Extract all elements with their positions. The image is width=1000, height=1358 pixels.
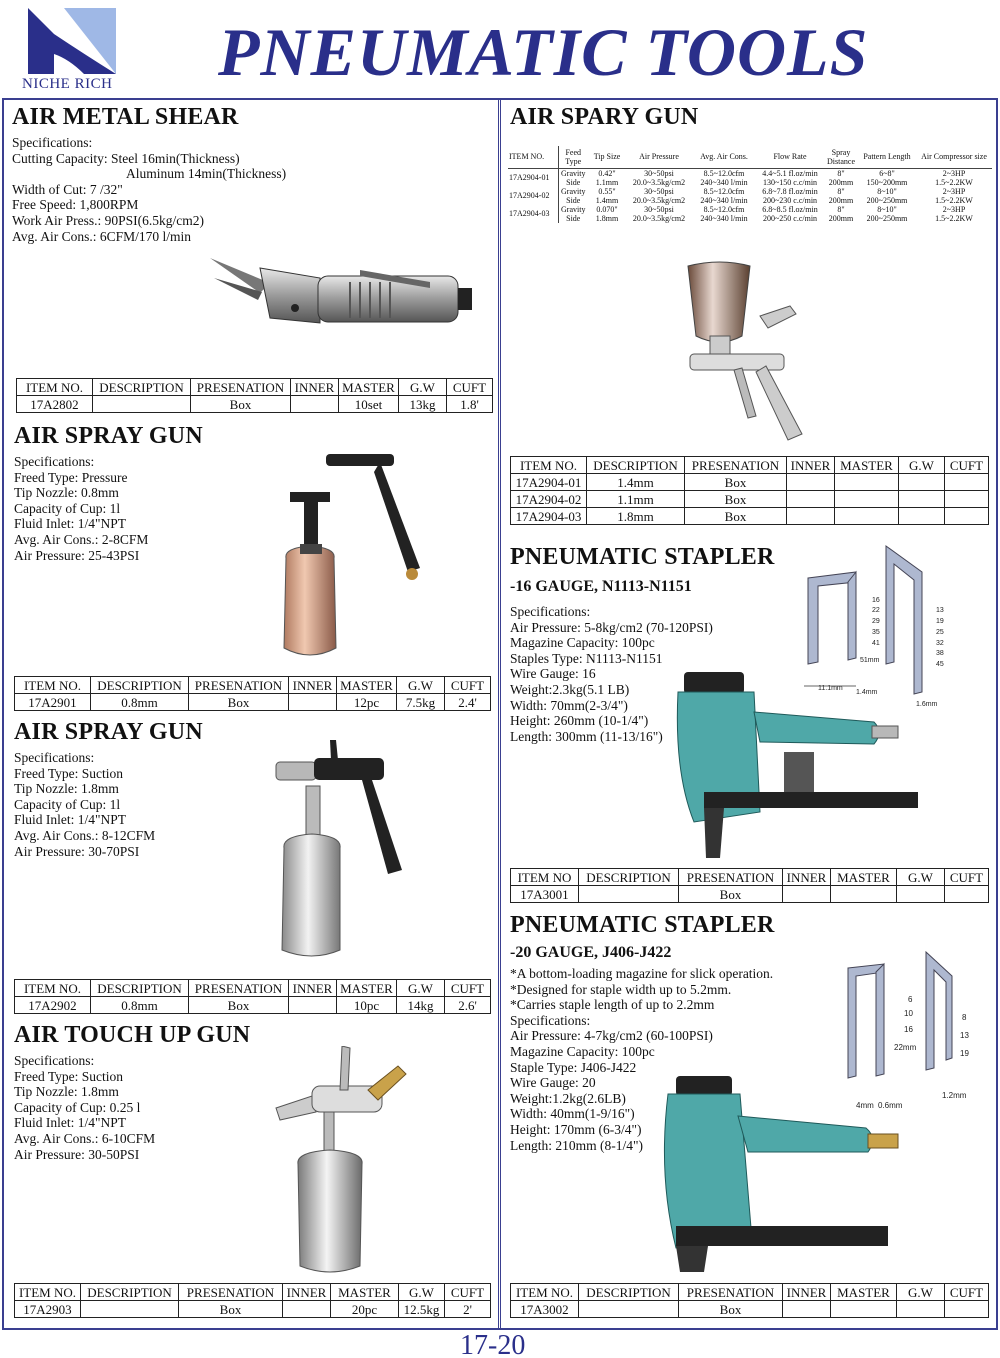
cell-item-no: 17A3002 bbox=[511, 1301, 579, 1318]
spray-gun-1-title: AIR SPRAY GUN bbox=[14, 423, 203, 449]
table-row bbox=[17, 396, 493, 413]
th-gw: G.W bbox=[399, 1284, 445, 1301]
diagram-label: 19 bbox=[936, 618, 944, 625]
spec-line: Length: 300mm (11-13/16") bbox=[510, 728, 663, 744]
spec-cell: Gravity bbox=[561, 168, 586, 178]
stapler-20-item-table bbox=[510, 1283, 989, 1318]
cell-gw: 12.5kg bbox=[399, 1301, 445, 1318]
stapler-20-image bbox=[656, 1076, 916, 1276]
spec-line: Magazine Capacity: 100pc bbox=[510, 635, 655, 651]
spec-cell: 240~340 l/min bbox=[700, 177, 748, 187]
metal-shear-image bbox=[200, 238, 480, 358]
shear-item-table bbox=[16, 378, 493, 413]
spec-line: Specifications: bbox=[14, 750, 95, 765]
spec-row bbox=[508, 187, 992, 196]
th-cuft: CUFT bbox=[445, 980, 491, 997]
spec-line: Avg. Air Cons.: 2-8CFM bbox=[14, 531, 149, 547]
table-row bbox=[511, 1301, 989, 1318]
spec-cell: 200~250mm bbox=[866, 195, 908, 205]
spec-line: Specifications: bbox=[510, 604, 591, 619]
stapler-16-image bbox=[664, 672, 924, 864]
th-item-no: ITEM NO. bbox=[15, 677, 91, 694]
spec-th: Air Compressor size bbox=[916, 146, 992, 168]
th-gw: G.W bbox=[897, 869, 945, 886]
spec-cell: 1.5~2.2KW bbox=[935, 177, 973, 187]
cell-presentation: Box bbox=[685, 474, 787, 491]
diagram-label: 38 bbox=[936, 650, 944, 657]
spec-line: Height: 260mm (10-1/4") bbox=[510, 713, 649, 729]
cell-presentation: Box bbox=[189, 694, 289, 711]
spec-line: Avg. Air Cons.: 6-10CFM bbox=[14, 1130, 156, 1146]
spec-cell: 200~250mm bbox=[866, 213, 908, 223]
cell-master bbox=[835, 508, 899, 525]
th-item-no: ITEM NO bbox=[511, 869, 579, 886]
spec-cell: 8" bbox=[837, 186, 845, 196]
th-master: MASTER bbox=[331, 1284, 399, 1301]
spec-line: Staple Type: J406-J422 bbox=[510, 1059, 637, 1075]
touch-up-gun-image bbox=[272, 1046, 422, 1278]
th-cuft: CUFT bbox=[945, 457, 989, 474]
spec-line: Free Speed: 1,800RPM bbox=[12, 197, 139, 213]
stapler-20-subtitle: -20 GAUGE, J406-J422 bbox=[510, 944, 672, 961]
spec-row bbox=[508, 196, 992, 205]
spec-line: Air Pressure: 25-43PSI bbox=[14, 547, 140, 563]
diagram-label: 1.4mm bbox=[856, 689, 878, 696]
spec-cell: 200mm bbox=[828, 177, 854, 187]
spec-line: Air Pressure: 4-7kg/cm2 (60-100PSI) bbox=[510, 1028, 713, 1044]
cell-inner bbox=[291, 396, 339, 413]
diagram-label: 13 bbox=[960, 1031, 969, 1040]
cell-item-no: 17A3001 bbox=[511, 886, 579, 903]
th-description: DESCRIPTION bbox=[91, 677, 189, 694]
diagram-label: 25 bbox=[936, 629, 944, 636]
diagram-label: 32 bbox=[936, 640, 944, 647]
th-gw: G.W bbox=[397, 677, 445, 694]
th-cuft: CUFT bbox=[445, 677, 491, 694]
spec-cell: 8" bbox=[837, 168, 845, 178]
cell-inner bbox=[289, 694, 337, 711]
spec-cell: 2~3HP bbox=[942, 168, 966, 178]
diagram-label: 1.2mm bbox=[942, 1091, 967, 1100]
th-item-no: ITEM NO. bbox=[15, 980, 91, 997]
spec-line: Cutting Capacity: Steel 16min(Thickness) bbox=[12, 150, 240, 166]
spec-cell: 150~200mm bbox=[866, 177, 908, 187]
table-row bbox=[511, 508, 989, 525]
spec-th: Spray Distance bbox=[824, 146, 858, 168]
spec-cell: 30~50psi bbox=[644, 168, 674, 178]
spary-gun-title: AIR SPARY GUN bbox=[510, 104, 699, 130]
cell-master: 10pc bbox=[337, 997, 397, 1014]
spray-gun-1-item-table bbox=[14, 676, 491, 711]
spec-cell: 2~3HP bbox=[942, 204, 966, 214]
diagram-label: 16 bbox=[904, 1025, 913, 1034]
spec-line: Weight:1.2kg(2.6LB) bbox=[510, 1090, 626, 1106]
th-master: MASTER bbox=[339, 379, 399, 396]
th-gw: G.W bbox=[899, 457, 945, 474]
spec-line: Specifications: bbox=[14, 1053, 95, 1068]
cell-item-no: 17A2901 bbox=[15, 694, 91, 711]
spec-line: *Carries staple length of up to 2.2mm bbox=[510, 997, 715, 1013]
spec-cell: 20.0~3.5kg/cm2 bbox=[632, 195, 686, 205]
cell-cuft: 2.6' bbox=[445, 997, 491, 1014]
shear-title: AIR METAL SHEAR bbox=[12, 104, 239, 130]
cell-gw bbox=[899, 474, 945, 491]
cell-gw: 14kg bbox=[397, 997, 445, 1014]
cell-description: 1.8mm bbox=[587, 508, 685, 525]
spec-row bbox=[508, 214, 992, 223]
spec-line: Avg. Air Cons.: 6CFM/170 l/min bbox=[12, 228, 192, 244]
cell-description: 1.4mm bbox=[587, 474, 685, 491]
th-cuft: CUFT bbox=[447, 379, 493, 396]
th-item-no: ITEM NO. bbox=[511, 457, 587, 474]
spec-th: Flow Rate bbox=[756, 146, 824, 168]
table-row bbox=[511, 474, 989, 491]
cell-cuft bbox=[945, 1301, 989, 1318]
th-presentation: PRESENATION bbox=[679, 1284, 783, 1301]
cell-item-no: 17A2902 bbox=[15, 997, 91, 1014]
spec-cell: 6.8~8.5 fl.oz/min bbox=[762, 204, 818, 214]
th-master: MASTER bbox=[337, 677, 397, 694]
page-number: 17-20 bbox=[460, 1330, 526, 1358]
spec-cell: 0.42" bbox=[598, 168, 616, 178]
diagram-label: 11.1mm bbox=[818, 685, 843, 692]
spec-cell: 30~50psi bbox=[644, 186, 674, 196]
spec-cell: 130~150 c.c/min bbox=[762, 177, 818, 187]
cell-description bbox=[579, 886, 679, 903]
cell-presentation: Box bbox=[191, 396, 291, 413]
logo-text: NICHE RICH bbox=[22, 76, 113, 92]
diagram-label: 22 bbox=[872, 607, 880, 614]
spec-line: Capacity of Cup: 0.25 l bbox=[14, 1099, 141, 1115]
cell-presentation: Box bbox=[685, 491, 787, 508]
spec-row bbox=[508, 168, 992, 178]
spec-line: Magazine Capacity: 100pc bbox=[510, 1043, 655, 1059]
spec-line: Freed Type: Pressure bbox=[14, 469, 128, 485]
spec-row bbox=[508, 178, 992, 187]
stapler-20-title: PNEUMATIC STAPLER bbox=[510, 912, 775, 938]
spec-line: Air Pressure: 30-50PSI bbox=[14, 1146, 140, 1162]
diagram-label: 6 bbox=[908, 995, 913, 1004]
spec-cell: 8~10" bbox=[877, 204, 897, 214]
cell-inner bbox=[787, 508, 835, 525]
th-presentation: PRESENATION bbox=[679, 869, 783, 886]
cell-gw bbox=[897, 886, 945, 903]
cell-description: 0.8mm bbox=[91, 997, 189, 1014]
th-inner: INNER bbox=[283, 1284, 331, 1301]
spec-th: Air Pressure bbox=[626, 146, 692, 168]
spec-line: Tip Nozzle: 1.8mm bbox=[14, 1084, 119, 1100]
cell-description bbox=[81, 1301, 179, 1318]
spec-line: Air Pressure: 5-8kg/cm2 (70-120PSI) bbox=[510, 619, 713, 635]
spec-line: Width: 40mm(1-9/16") bbox=[510, 1106, 635, 1122]
cell-gw: 7.5kg bbox=[397, 694, 445, 711]
spec-line: Freed Type: Suction bbox=[14, 1068, 124, 1084]
spec-cell: 200~250 c.c/min bbox=[762, 213, 818, 223]
spec-cell: 0.070" bbox=[596, 204, 618, 214]
diagram-label: 13 bbox=[936, 607, 944, 614]
spec-cell: 1.5~2.2KW bbox=[935, 213, 973, 223]
diagram-label: 16 bbox=[872, 597, 880, 604]
spec-cell: Side bbox=[566, 195, 581, 205]
spec-cell: 8~10" bbox=[877, 186, 897, 196]
touch-up-gun-title: AIR TOUCH UP GUN bbox=[14, 1022, 251, 1048]
cell-inner bbox=[787, 474, 835, 491]
diagram-label: 19 bbox=[960, 1049, 969, 1058]
cell-item-no: 17A2904-01 bbox=[511, 474, 587, 491]
diagram-label: 51mm bbox=[860, 657, 880, 664]
spray-gun-1-image bbox=[270, 448, 430, 664]
spec-row bbox=[508, 205, 992, 214]
spec-line: Length: 210mm (8-1/4") bbox=[510, 1137, 643, 1153]
cell-cuft bbox=[945, 474, 989, 491]
spec-line: Capacity of Cup: 1l bbox=[14, 500, 121, 516]
table-row bbox=[511, 491, 989, 508]
cell-item-no: 17A2802 bbox=[17, 396, 93, 413]
column-divider bbox=[498, 98, 501, 1330]
spec-line: Specifications: bbox=[12, 135, 93, 150]
stapler-16-subtitle: -16 GAUGE, N1113-N1151 bbox=[510, 578, 692, 595]
th-inner: INNER bbox=[787, 457, 835, 474]
diagram-label: 8 bbox=[962, 1013, 967, 1022]
cell-gw bbox=[897, 1301, 945, 1318]
spec-th: Avg. Air Cons. bbox=[692, 146, 756, 168]
th-cuft: CUFT bbox=[945, 869, 989, 886]
spec-line: Capacity of Cup: 1l bbox=[14, 796, 121, 812]
th-presentation: PRESENATION bbox=[685, 457, 787, 474]
spec-cell: 1.8mm bbox=[595, 213, 619, 223]
diagram-label: 22mm bbox=[894, 1043, 917, 1052]
cell-cuft bbox=[945, 886, 989, 903]
cell-cuft bbox=[945, 491, 989, 508]
spray-gun-1-specs bbox=[14, 454, 148, 563]
spec-cell: 6~8" bbox=[879, 168, 895, 178]
spec-cell: 20.0~3.5kg/cm2 bbox=[632, 177, 686, 187]
spec-cell: 240~340 l/min bbox=[700, 195, 748, 205]
th-description: DESCRIPTION bbox=[93, 379, 191, 396]
th-item-no: ITEM NO. bbox=[511, 1284, 579, 1301]
th-gw: G.W bbox=[399, 379, 447, 396]
spec-cell: Gravity bbox=[561, 186, 586, 196]
cell-inner bbox=[783, 886, 831, 903]
spec-cell: 200mm bbox=[828, 195, 854, 205]
spec-cell: 1.1mm bbox=[595, 177, 619, 187]
cell-master bbox=[831, 886, 897, 903]
table-row bbox=[511, 886, 989, 903]
cell-gw: 13kg bbox=[399, 396, 447, 413]
diagram-label: 29 bbox=[872, 618, 880, 625]
th-inner: INNER bbox=[291, 379, 339, 396]
th-presentation: PRESENATION bbox=[189, 980, 289, 997]
th-item-no: ITEM NO. bbox=[15, 1284, 81, 1301]
th-description: DESCRIPTION bbox=[81, 1284, 179, 1301]
spec-line: Freed Type: Suction bbox=[14, 765, 124, 781]
spec-cell: 0.55" bbox=[598, 186, 616, 196]
table-row bbox=[15, 997, 491, 1014]
th-master: MASTER bbox=[835, 457, 899, 474]
spec-cell: Side bbox=[566, 177, 581, 187]
spec-line: Aluminum 14min(Thickness) bbox=[126, 166, 287, 182]
diagram-label: 10 bbox=[904, 1009, 913, 1018]
spec-cell: 200~230 c.c/min bbox=[762, 195, 818, 205]
cell-description bbox=[579, 1301, 679, 1318]
diagram-label: 45 bbox=[936, 661, 944, 668]
diagram-label: 41 bbox=[872, 640, 880, 647]
cell-master: 10set bbox=[339, 396, 399, 413]
th-description: DESCRIPTION bbox=[91, 980, 189, 997]
stapler-16-item-table bbox=[510, 868, 989, 903]
spec-line: Fluid Inlet: 1/4"NPT bbox=[14, 1115, 127, 1131]
table-row bbox=[15, 694, 491, 711]
th-cuft: CUFT bbox=[945, 1284, 989, 1301]
cell-description bbox=[93, 396, 191, 413]
cell-inner bbox=[783, 1301, 831, 1318]
spec-line: *A bottom-loading magazine for slick operation. bbox=[510, 966, 774, 981]
th-master: MASTER bbox=[831, 1284, 897, 1301]
spec-cell: 8.5~12.0cfm bbox=[703, 186, 745, 196]
cell-item-no: 17A2904-03 bbox=[511, 508, 587, 525]
spec-line: Specifications: bbox=[14, 454, 95, 469]
spec-cell: Gravity bbox=[561, 204, 586, 214]
touch-up-gun-item-table bbox=[14, 1283, 491, 1318]
cell-master: 12pc bbox=[337, 694, 397, 711]
spary-gun-spec-table bbox=[508, 146, 992, 223]
th-gw: G.W bbox=[897, 1284, 945, 1301]
spec-line: Tip Nozzle: 0.8mm bbox=[14, 485, 119, 501]
cell-cuft: 1.8' bbox=[447, 396, 493, 413]
table-row bbox=[15, 1301, 491, 1318]
spec-cell: 2~3HP bbox=[942, 186, 966, 196]
spec-cell: Side bbox=[566, 213, 581, 223]
spec-cell: 8.5~12.0cfm bbox=[703, 204, 745, 214]
stapler-16-title: PNEUMATIC STAPLER bbox=[510, 544, 775, 570]
spec-line: Fluid Inlet: 1/4"NPT bbox=[14, 812, 127, 828]
spray-gun-2-image bbox=[270, 740, 420, 962]
spec-cell: 4.4~5.1 fl.oz/min bbox=[762, 168, 818, 178]
cell-item-no: 17A2903 bbox=[15, 1301, 81, 1318]
spray-gun-2-specs bbox=[14, 750, 155, 859]
th-presentation: PRESENATION bbox=[191, 379, 291, 396]
spary-gun-image bbox=[680, 256, 830, 446]
th-description: DESCRIPTION bbox=[579, 1284, 679, 1301]
touch-up-gun-specs bbox=[14, 1053, 155, 1162]
cell-cuft bbox=[945, 508, 989, 525]
cell-gw bbox=[899, 491, 945, 508]
th-inner: INNER bbox=[289, 980, 337, 997]
spec-line: Avg. Air Cons.: 8-12CFM bbox=[14, 827, 156, 843]
spec-line: Width: 70mm(2-3/4") bbox=[510, 697, 628, 713]
cell-gw bbox=[899, 508, 945, 525]
cell-inner bbox=[787, 491, 835, 508]
spec-line: Air Pressure: 30-70PSI bbox=[14, 843, 140, 859]
spec-cell: 1.4mm bbox=[595, 195, 619, 205]
th-description: DESCRIPTION bbox=[587, 457, 685, 474]
th-inner: INNER bbox=[783, 1284, 831, 1301]
spary-gun-item-table bbox=[510, 456, 989, 525]
spec-item-no: 17A2904-03 bbox=[508, 205, 558, 223]
spec-line: Height: 170mm (6-3/4") bbox=[510, 1121, 642, 1137]
cell-presentation: Box bbox=[679, 1301, 783, 1318]
spec-line: Wire Gauge: 16 bbox=[510, 666, 596, 682]
spec-th: Tip Size bbox=[588, 146, 626, 168]
cell-description: 1.1mm bbox=[587, 491, 685, 508]
th-description: DESCRIPTION bbox=[579, 869, 679, 886]
cell-master bbox=[835, 491, 899, 508]
spec-line: Work Air Press.: 90PSI(6.5kg/cm2) bbox=[12, 212, 205, 228]
cell-presentation: Box bbox=[189, 997, 289, 1014]
cell-cuft: 2.4' bbox=[445, 694, 491, 711]
spec-cell: 8.5~12.0cfm bbox=[703, 168, 745, 178]
th-presentation: PRESENATION bbox=[189, 677, 289, 694]
spec-th: Feed Type bbox=[558, 146, 588, 168]
cell-cuft: 2' bbox=[445, 1301, 491, 1318]
cell-inner bbox=[283, 1301, 331, 1318]
cell-presentation: Box bbox=[685, 508, 787, 525]
cell-master bbox=[835, 474, 899, 491]
spec-cell: 6.8~7.8 fl.oz/min bbox=[762, 186, 818, 196]
spray-gun-2-title: AIR SPRAY GUN bbox=[14, 719, 203, 745]
spec-cell: 8" bbox=[837, 204, 845, 214]
diagram-label: 4mm bbox=[856, 1101, 874, 1110]
cell-inner bbox=[289, 997, 337, 1014]
spec-cell: 30~50psi bbox=[644, 204, 674, 214]
th-item-no: ITEM NO. bbox=[17, 379, 93, 396]
th-master: MASTER bbox=[337, 980, 397, 997]
th-presentation: PRESENATION bbox=[179, 1284, 283, 1301]
spec-item-no: 17A2904-01 bbox=[508, 168, 558, 187]
th-gw: G.W bbox=[397, 980, 445, 997]
spec-line: Fluid Inlet: 1/4"NPT bbox=[14, 516, 127, 532]
shear-specs bbox=[12, 135, 286, 244]
cell-presentation: Box bbox=[179, 1301, 283, 1318]
spec-line: Specifications: bbox=[510, 1012, 591, 1028]
cell-description: 0.8mm bbox=[91, 694, 189, 711]
spec-th: Pattern Length bbox=[858, 146, 916, 168]
cell-master bbox=[831, 1301, 897, 1318]
diagram-label: 0.6mm bbox=[878, 1101, 903, 1110]
spec-th: ITEM NO. bbox=[508, 146, 558, 168]
spec-line: Tip Nozzle: 1.8mm bbox=[14, 781, 119, 797]
page-title: PNEUMATIC TOOLS bbox=[218, 14, 869, 90]
spec-cell: 1.5~2.2KW bbox=[935, 195, 973, 205]
th-master: MASTER bbox=[831, 869, 897, 886]
spec-cell: 240~340 l/min bbox=[700, 213, 748, 223]
spec-line: Staples Type: N1113-N1151 bbox=[510, 650, 663, 666]
spec-line: *Designed for staple width up to 5.2mm. bbox=[510, 981, 732, 997]
spec-line: Width of Cut: 7 /32" bbox=[12, 181, 123, 197]
th-inner: INNER bbox=[289, 677, 337, 694]
diagram-label: 1.6mm bbox=[916, 701, 938, 708]
diagram-label: 35 bbox=[872, 629, 880, 636]
cell-presentation: Box bbox=[679, 886, 783, 903]
th-inner: INNER bbox=[783, 869, 831, 886]
spec-item-no: 17A2904-02 bbox=[508, 187, 558, 205]
spec-cell: 20.0~3.5kg/cm2 bbox=[632, 213, 686, 223]
th-cuft: CUFT bbox=[445, 1284, 491, 1301]
spec-line: Weight:2.3kg(5.1 LB) bbox=[510, 681, 630, 697]
spec-cell: 200mm bbox=[828, 213, 854, 223]
cell-item-no: 17A2904-02 bbox=[511, 491, 587, 508]
spray-gun-2-item-table bbox=[14, 979, 491, 1014]
cell-master: 20pc bbox=[331, 1301, 399, 1318]
spec-line: Wire Gauge: 20 bbox=[510, 1075, 596, 1091]
